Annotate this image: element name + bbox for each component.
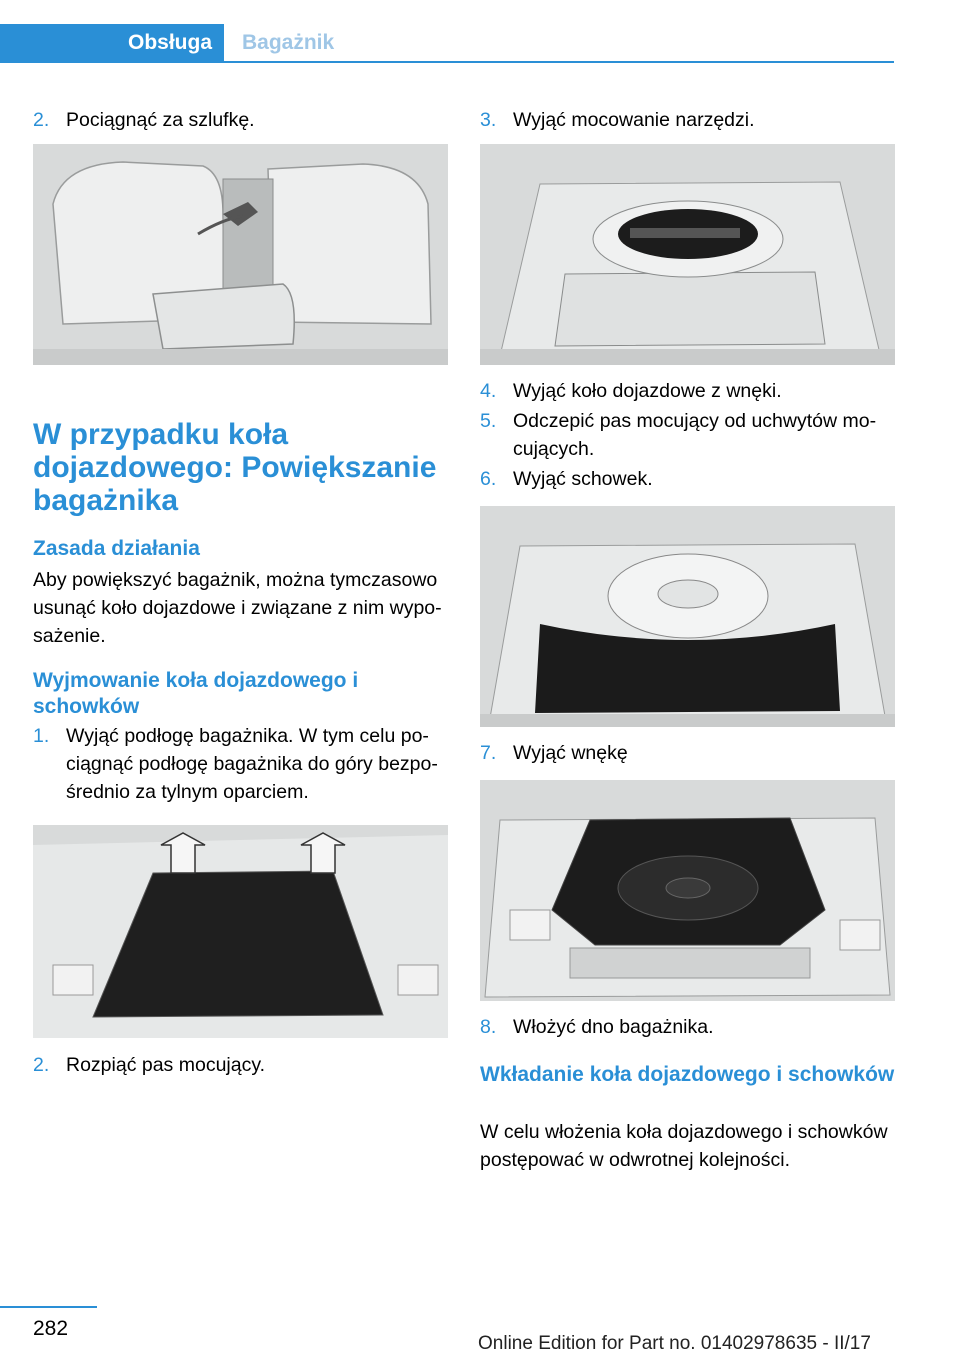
step-number: 6.	[480, 468, 497, 490]
step-number: 5.	[480, 410, 497, 432]
paragraph: Aby powiększyć bagażnik, można tymczasowo usunąć koło dojazdowe i związane z nim wypo-sażenie.	[33, 569, 442, 647]
breadcrumb-topic-tab[interactable]: Bagażnik	[242, 31, 335, 54]
header-divider	[0, 61, 894, 63]
step-text: Wyjąć podłogę bagażnika. W tym celu po-ciągnąć podłogę bagażnika do góry bezpo-średnio za tylnym oparciem.	[66, 725, 438, 803]
page-header	[0, 0, 960, 62]
storage-tray-illustration	[480, 506, 895, 727]
trunk-floor-illustration	[33, 825, 448, 1038]
step-item	[480, 106, 895, 134]
spare-wheel-well-illustration	[480, 780, 895, 1001]
subsection-heading: Wyjmowanie koła dojazdowego i schowków	[33, 669, 359, 718]
section-heading: W przypadku koła dojazdowego: Powiększanie bagażnika	[33, 418, 437, 517]
step-number: 8.	[480, 1016, 497, 1038]
rear-seat-illustration	[33, 144, 448, 365]
step-text: Wyjąć mocowanie narzędzi.	[513, 109, 755, 131]
step-number: 2.	[33, 109, 50, 131]
footer-divider	[0, 1306, 97, 1308]
step-number: 3.	[480, 109, 497, 131]
step-text: Włożyć dno bagażnika.	[513, 1016, 714, 1038]
step-item	[480, 739, 895, 767]
step-number: 7.	[480, 742, 497, 764]
edition-note: Online Edition for Part no. 01402978635 - II/17	[478, 1333, 871, 1354]
step-item	[33, 722, 448, 806]
step-text: Pociągnąć za szlufkę.	[66, 109, 255, 131]
step-item	[33, 106, 448, 134]
step-number: 2.	[33, 1054, 50, 1076]
subsection-heading: Wkładanie koła dojazdowego i schowków	[480, 1063, 895, 1086]
step-text: Rozpiąć pas mocujący.	[66, 1054, 266, 1076]
step-item	[480, 465, 895, 493]
step-text: Wyjąć wnękę	[513, 742, 628, 764]
step-item	[480, 1013, 895, 1041]
step-item	[33, 1051, 448, 1079]
subsection-heading: Zasada działania	[33, 537, 200, 560]
step-number: 1.	[33, 725, 50, 747]
step-text: Wyjąć koło dojazdowe z wnęki.	[513, 380, 782, 402]
paragraph: W celu włożenia koła dojazdowego i schowków postępować w odwrotnej kolejności.	[480, 1121, 888, 1171]
tool-kit-illustration	[480, 144, 895, 365]
breadcrumb-section-tab[interactable]: Obsługa	[0, 24, 224, 62]
step-number: 4.	[480, 380, 497, 402]
page-number: 282	[33, 1317, 69, 1340]
step-text: Odczepić pas mocujący od uchwytów mo-cujących.	[513, 410, 877, 460]
step-item	[480, 407, 895, 463]
step-text: Wyjąć schowek.	[513, 468, 653, 490]
step-item	[480, 377, 895, 405]
